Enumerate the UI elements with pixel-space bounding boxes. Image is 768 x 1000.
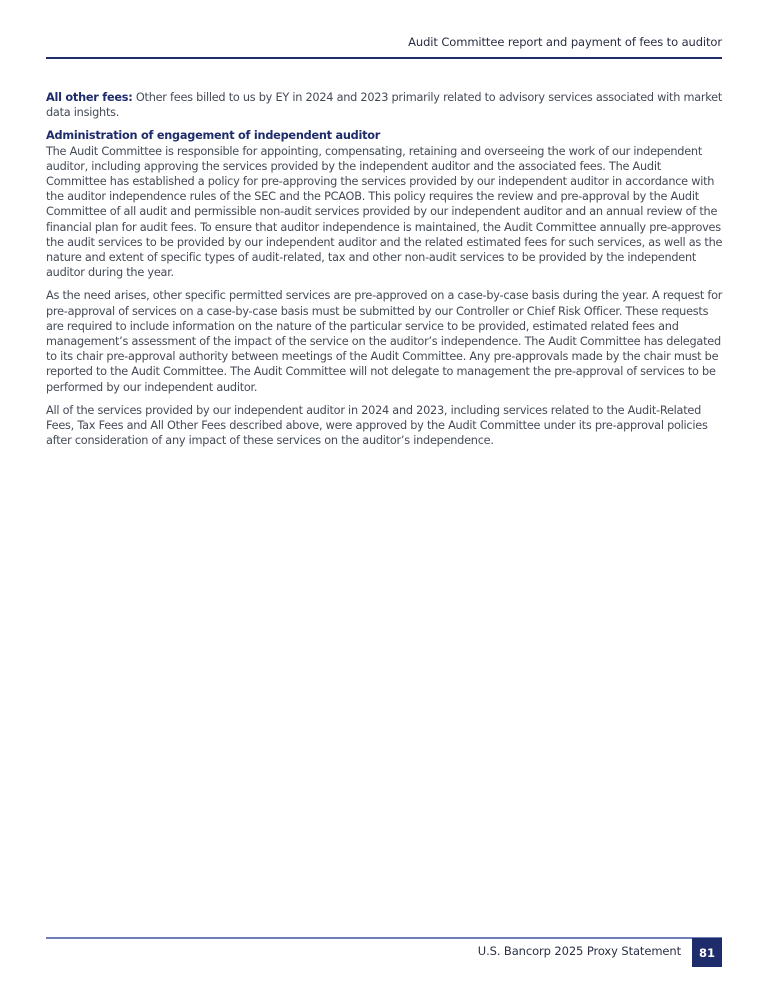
publication-title: U.S. Bancorp 2025 Proxy Statement — [477, 944, 681, 958]
header-divider — [46, 57, 722, 59]
section-title: Audit Committee report and payment of fees to auditor — [408, 35, 722, 49]
all-other-fees-paragraph — [46, 90, 724, 120]
administration-paragraph-1: The Audit Committee is responsible for appointing, compensating, retaining and overseeing the work of our independent auditor, including approving the services provided by the independent auditor and the associated fees. The Audit Committee has established a policy for pre-approving the services provided by our independent auditor in accordance with the auditor independence rules of the SEC and the PCAOB. This policy requires the review and pre-approval by the Audit Committee of all audit and permissible non-audit services provided by our independent auditor and an annual review of the financial plan for audit fees. To ensure that auditor independence is maintained, the Audit Committee annually pre-approves the audit services to be provided by our independent auditor and the related estimated fees for such services, as well as the nature and extent of specific types of audit-related, tax and other non-audit services to be provided by the independent auditor during the year. — [46, 144, 723, 280]
page-content — [46, 90, 724, 456]
administration-paragraph-3: All of the services provided by our independent auditor in 2024 and 2023, including services related to the Audit-Related Fees, Tax Fees and All Other Fees described above, were approved by the Audit Committee under its pre-approval policies after consideration of any impact of these services on the auditor’s independence. — [46, 403, 708, 448]
administration-heading: Administration of engagement of independent auditor — [46, 129, 381, 143]
all-other-fees-text: Other fees billed to us by EY in 2024 and 2023 primarily related to advisory services associated with market data insights. — [46, 91, 723, 120]
footer-divider — [46, 937, 722, 939]
administration-paragraph-2: As the need arises, other specific permitted services are pre-approved on a case-by-case basis during the year. A request for pre-approval of services on a case-by-case basis must be submitted by our Controller or Chief Risk Officer. These requests are required to include information on the nature of the particular service to be provided, estimated related fees and management’s assessment of the impact of the service on the auditor’s independence. The Audit Committee has delegated to its chair pre-approval authority between meetings of the Audit Committee. Any pre-approvals made by the chair must be reported to the Audit Committee. The Audit Committee will not delegate to management the pre-approval of services to be performed by our independent auditor. — [46, 289, 723, 394]
all-other-fees-label: All other fees: — [46, 91, 133, 104]
page-number: 81 — [692, 938, 722, 967]
administration-section — [46, 128, 724, 280]
